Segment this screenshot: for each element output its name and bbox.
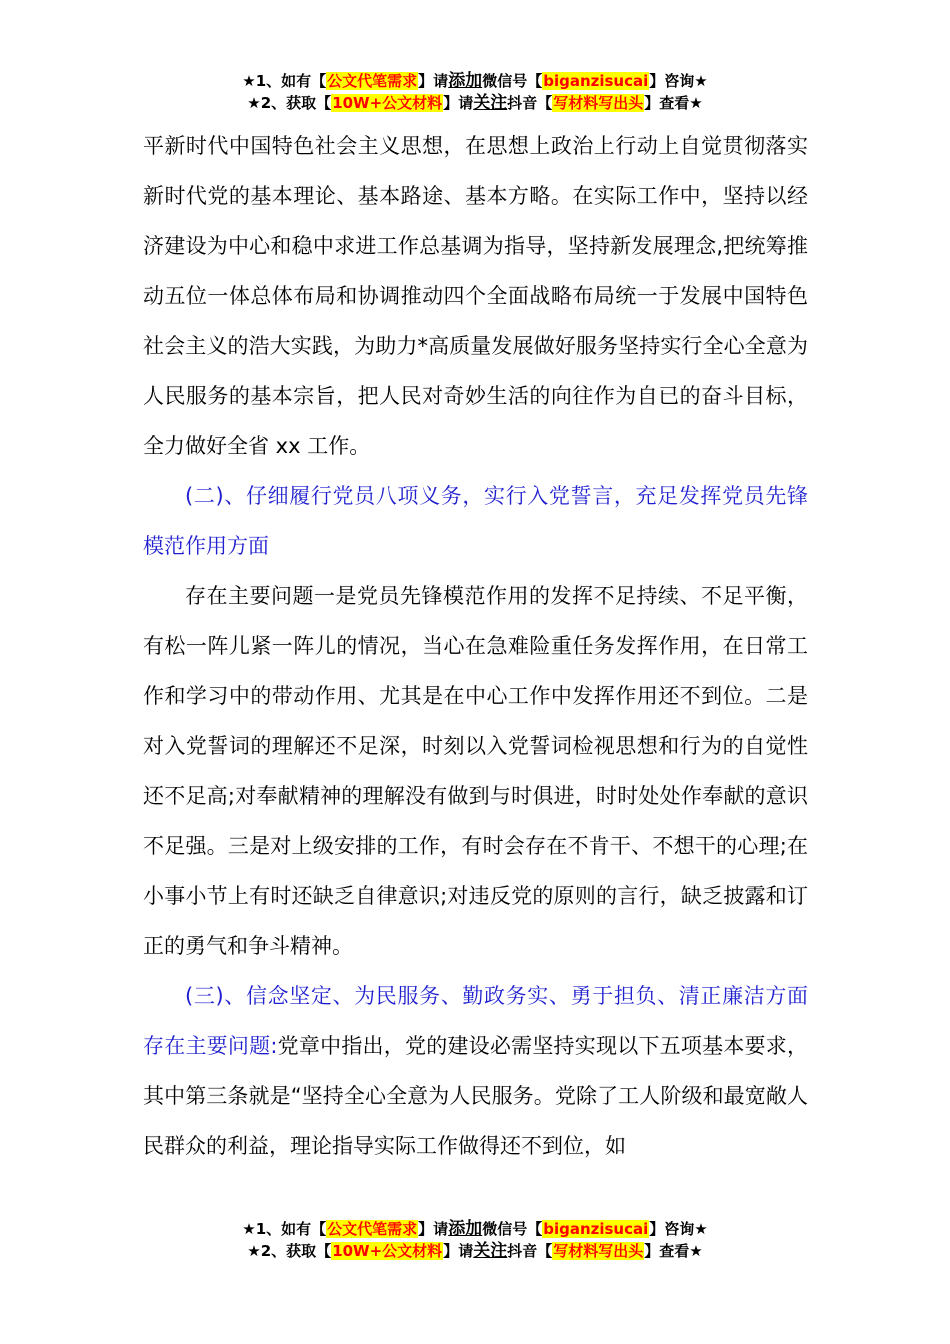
banner-underlined: 添加 — [448, 71, 483, 91]
banner-line-2 — [0, 92, 950, 114]
banner-text: 微信号【 — [482, 1220, 543, 1238]
banner-highlight: biganzisucai — [543, 72, 649, 90]
banner-text: 】请 — [418, 1220, 449, 1238]
banner-text: 】查看★ — [644, 1242, 703, 1260]
banner-text: 微信号【 — [482, 72, 543, 90]
banner-line-1 — [0, 1218, 950, 1240]
banner-highlight: 10W+公文材料 — [332, 94, 443, 112]
banner-highlight: 写材料写出头 — [553, 94, 644, 112]
banner-text: ★2、获取【 — [247, 94, 332, 112]
banner-line-1 — [0, 70, 950, 92]
banner-text: ★1、如有【 — [242, 1220, 327, 1238]
banner-line-2 — [0, 1240, 950, 1262]
banner-underlined: 关注 — [473, 93, 508, 113]
banner-text: 】查看★ — [644, 94, 703, 112]
banner-underlined: 关注 — [473, 1241, 508, 1261]
paragraph-3-text: 党章中指出，党的建设必需坚持实现以下五项基本要求，其中第三条就是“坚持全心全意为人民服务。党除了工人阶级和最宽敞人民群众的利益，理论指导实际工作做得还不到位，如 — [143, 1034, 809, 1158]
bottom-banner — [0, 1218, 950, 1262]
paragraph-1: 平新时代中国特色社会主义思想，在思想上政治上行动上自觉贯彻落实新时代党的基本理论、基本路途、基本方略。在实际工作中，坚持以经济建设为中心和稳中求进工作总基调为指导，坚持新发展理念,把统筹推动五位一体总体布局和协调推动四个全面战略布局统一于发展中国特色社会主义的浩大实践，为助力*高质量发展做好服务坚持实行全心全意为人民服务的基本宗旨，把人民对奇妙生活的向往作为自已的奋斗目标，全力做好全省 xx 工作。 — [143, 134, 808, 458]
banner-text: 】请 — [418, 72, 449, 90]
banner-text: 】请 — [443, 94, 474, 112]
banner-text: 抖音【 — [507, 94, 553, 112]
banner-underlined: 添加 — [448, 1219, 483, 1239]
banner-text: ★2、获取【 — [247, 1242, 332, 1260]
paragraph-3 — [143, 971, 808, 1171]
document-body — [143, 121, 808, 1171]
section-heading-2: (二)、仔细履行党员八项义务，实行入党誓言，充足发挥党员先锋模范作用方面 — [143, 484, 808, 558]
top-banner — [0, 70, 950, 114]
banner-highlight: biganzisucai — [543, 1220, 649, 1238]
banner-text: 】请 — [443, 1242, 474, 1260]
paragraph-2: 存在主要问题一是党员先锋模范作用的发挥不足持续、不足平衡，有松一阵儿紧一阵儿的情况，当心在急难险重任务发挥作用，在日常工作和学习中的带动作用、尤其是在中心工作中发挥作用还不到位。二是对入党誓词的理解还不足深，时刻以入党誓词检视思想和行为的自觉性还不足高;对奉献精神的理解没有做到与时俱进，时时处处作奉献的意识不足强。三是对上级安排的工作，有时会存在不肯干、不想干的心理;在小事小节上有时还缺乏自律意识;对违反党的原则的言行，缺乏披露和订正的勇气和争斗精神。 — [143, 584, 808, 958]
section-heading-3: (三)、信念坚定、为民服务、勤政务实、勇于担负、清正廉洁方面存在主要问题: — [143, 984, 808, 1058]
banner-text: 】咨询★ — [649, 72, 708, 90]
banner-text: 】咨询★ — [649, 1220, 708, 1238]
banner-text: ★1、如有【 — [242, 72, 327, 90]
banner-text: 抖音【 — [507, 1242, 553, 1260]
banner-highlight: 公文代笔需求 — [327, 72, 418, 90]
banner-highlight: 公文代笔需求 — [327, 1220, 418, 1238]
banner-highlight: 写材料写出头 — [553, 1242, 644, 1260]
banner-highlight: 10W+公文材料 — [332, 1242, 443, 1260]
